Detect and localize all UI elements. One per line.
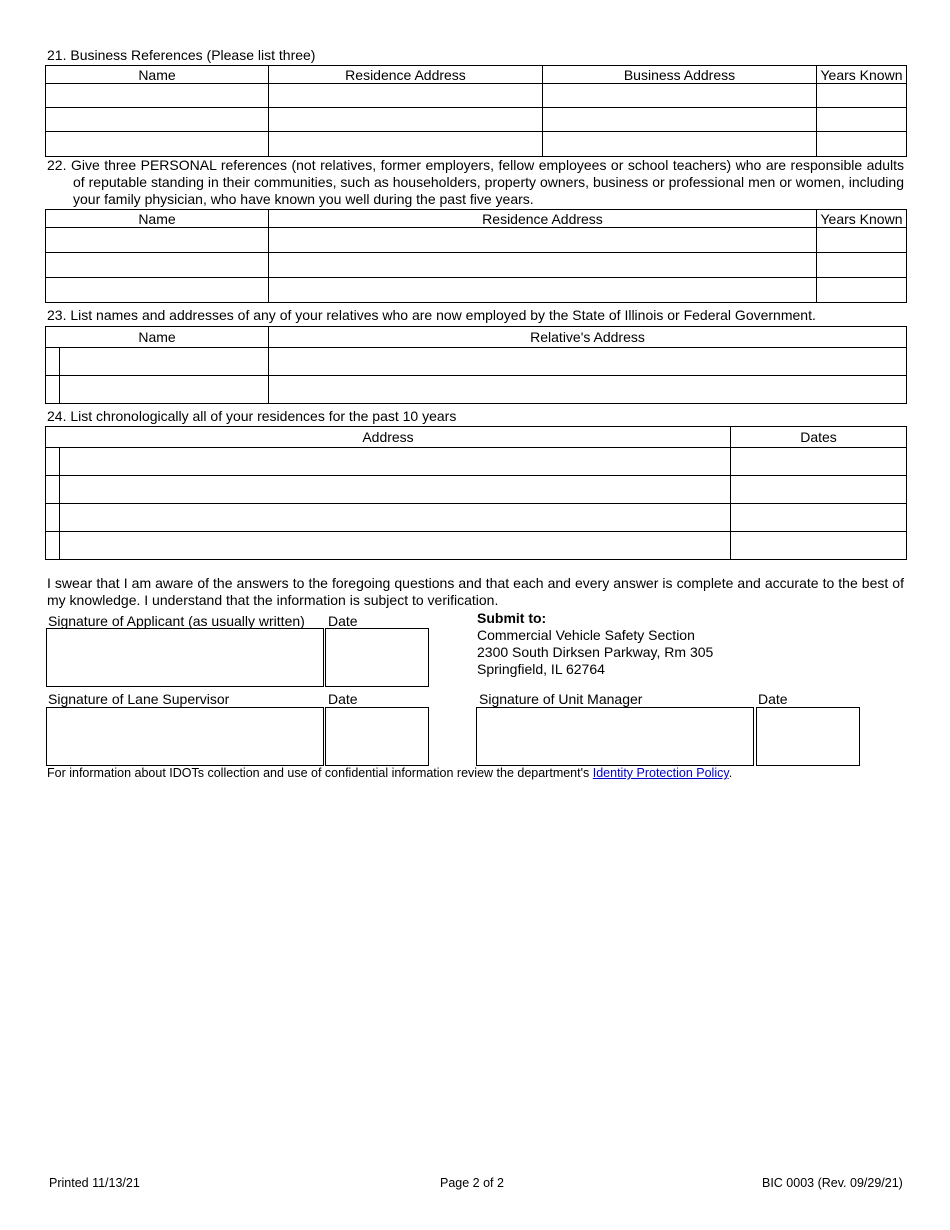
row-margin — [46, 348, 60, 376]
row-margin — [46, 476, 60, 504]
table-row — [46, 278, 907, 303]
form-cell[interactable] — [817, 84, 907, 108]
applicant-signature-label: Signature of Applicant (as usually written) — [48, 613, 305, 629]
submit-address-line3: Springfield, IL 62764 — [477, 661, 605, 677]
table-header-row — [46, 210, 907, 228]
lane-supervisor-date-label: Date — [328, 691, 358, 707]
privacy-text: For information about IDOTs collection and use of confidential information review the department's — [47, 766, 593, 780]
column-header: Address — [46, 427, 731, 448]
lane-supervisor-date-field[interactable] — [325, 707, 429, 766]
form-cell[interactable] — [817, 132, 907, 157]
table-row — [46, 504, 907, 532]
q23-label: 23. List names and addresses of any of your relatives who are now employed by the State of Illinois or Federal Government. — [47, 307, 816, 323]
submit-to-title: Submit to: — [477, 610, 547, 626]
form-cell[interactable] — [543, 84, 817, 108]
table-row — [46, 84, 907, 108]
form-cell[interactable] — [269, 108, 543, 132]
q24-label: 24. List chronologically all of your residences for the past 10 years — [47, 408, 457, 424]
table-header-row — [46, 327, 907, 348]
privacy-end: . — [728, 766, 733, 780]
form-cell[interactable] — [731, 532, 907, 560]
form-id: BIC 0003 (Rev. 09/29/21) — [762, 1176, 903, 1190]
unit-manager-date-label: Date — [758, 691, 788, 707]
table-row — [46, 228, 907, 253]
form-cell[interactable] — [817, 278, 907, 303]
form-cell[interactable] — [543, 132, 817, 157]
column-header: Name — [46, 327, 269, 348]
form-cell[interactable] — [46, 228, 269, 253]
column-header: Residence Address — [269, 210, 817, 228]
page-number: Page 2 of 2 — [440, 1176, 504, 1190]
submit-address-line1: Commercial Vehicle Safety Section — [477, 627, 695, 643]
column-header: Years Known — [817, 210, 907, 228]
column-header: Residence Address — [269, 66, 543, 84]
form-cell[interactable] — [269, 228, 817, 253]
privacy-notice — [47, 766, 732, 780]
row-margin — [46, 532, 60, 560]
personal-references-table — [45, 209, 907, 303]
form-cell[interactable] — [46, 84, 269, 108]
printed-date: Printed 11/13/21 — [49, 1176, 140, 1190]
form-cell[interactable] — [269, 376, 907, 404]
table-row — [46, 532, 907, 560]
form-cell[interactable] — [269, 132, 543, 157]
form-cell[interactable] — [817, 228, 907, 253]
relatives-table — [45, 326, 907, 404]
table-row — [46, 348, 907, 376]
lane-supervisor-signature-label: Signature of Lane Supervisor — [48, 691, 230, 707]
table-header-row — [46, 66, 907, 84]
table-header-row — [46, 427, 907, 448]
form-cell[interactable] — [817, 253, 907, 278]
form-cell[interactable] — [731, 476, 907, 504]
table-row — [46, 132, 907, 157]
form-cell[interactable] — [60, 448, 731, 476]
row-margin — [46, 448, 60, 476]
form-cell[interactable] — [731, 448, 907, 476]
table-row — [46, 476, 907, 504]
form-cell[interactable] — [60, 376, 269, 404]
business-references-table — [45, 65, 907, 157]
column-header: Relative's Address — [269, 327, 907, 348]
table-row — [46, 376, 907, 404]
form-cell[interactable] — [60, 476, 731, 504]
form-cell[interactable] — [817, 108, 907, 132]
form-cell[interactable] — [543, 108, 817, 132]
form-cell[interactable] — [46, 108, 269, 132]
unit-manager-signature-field[interactable] — [476, 707, 754, 766]
table-row — [46, 108, 907, 132]
q22-label-line1: 22. Give three PERSONAL references (not relatives, former employers, fellow employees or school teachers) who are responsible adults — [47, 157, 904, 173]
applicant-date-label: Date — [328, 613, 358, 629]
unit-manager-date-field[interactable] — [756, 707, 860, 766]
form-cell[interactable] — [46, 253, 269, 278]
residences-table — [45, 426, 907, 560]
form-cell[interactable] — [269, 84, 543, 108]
column-header: Years Known — [817, 66, 907, 84]
form-cell[interactable] — [269, 278, 817, 303]
table-row — [46, 253, 907, 278]
row-margin — [46, 504, 60, 532]
form-cell[interactable] — [60, 532, 731, 560]
q21-label: 21. Business References (Please list three) — [47, 47, 316, 63]
applicant-date-field[interactable] — [325, 628, 429, 687]
applicant-signature-field[interactable] — [46, 628, 324, 687]
row-margin — [46, 376, 60, 404]
lane-supervisor-signature-field[interactable] — [46, 707, 324, 766]
form-cell[interactable] — [269, 253, 817, 278]
identity-protection-policy-link[interactable]: Identity Protection Policy — [592, 766, 729, 780]
column-header: Name — [46, 66, 269, 84]
submit-address-line2: 2300 South Dirksen Parkway, Rm 305 — [477, 644, 714, 660]
unit-manager-signature-label: Signature of Unit Manager — [479, 691, 643, 707]
form-cell[interactable] — [46, 132, 269, 157]
table-row — [46, 448, 907, 476]
form-cell[interactable] — [46, 278, 269, 303]
q22-label-line2: of reputable standing in their communities, such as householders, property owners, business or professional men or women, including — [73, 174, 904, 190]
oath-statement: I swear that I am aware of the answers to the foregoing questions and that each and every answer is complete and accurate to the best of my knowledge. I understand that the information is subject to verification. — [47, 575, 904, 608]
column-header: Name — [46, 210, 269, 228]
form-cell[interactable] — [60, 504, 731, 532]
form-cell[interactable] — [60, 348, 269, 376]
column-header: Business Address — [543, 66, 817, 84]
q22-label-line3: your family physician, who have known you well during the past five years. — [73, 191, 534, 207]
column-header: Dates — [731, 427, 907, 448]
form-cell[interactable] — [731, 504, 907, 532]
form-cell[interactable] — [269, 348, 907, 376]
